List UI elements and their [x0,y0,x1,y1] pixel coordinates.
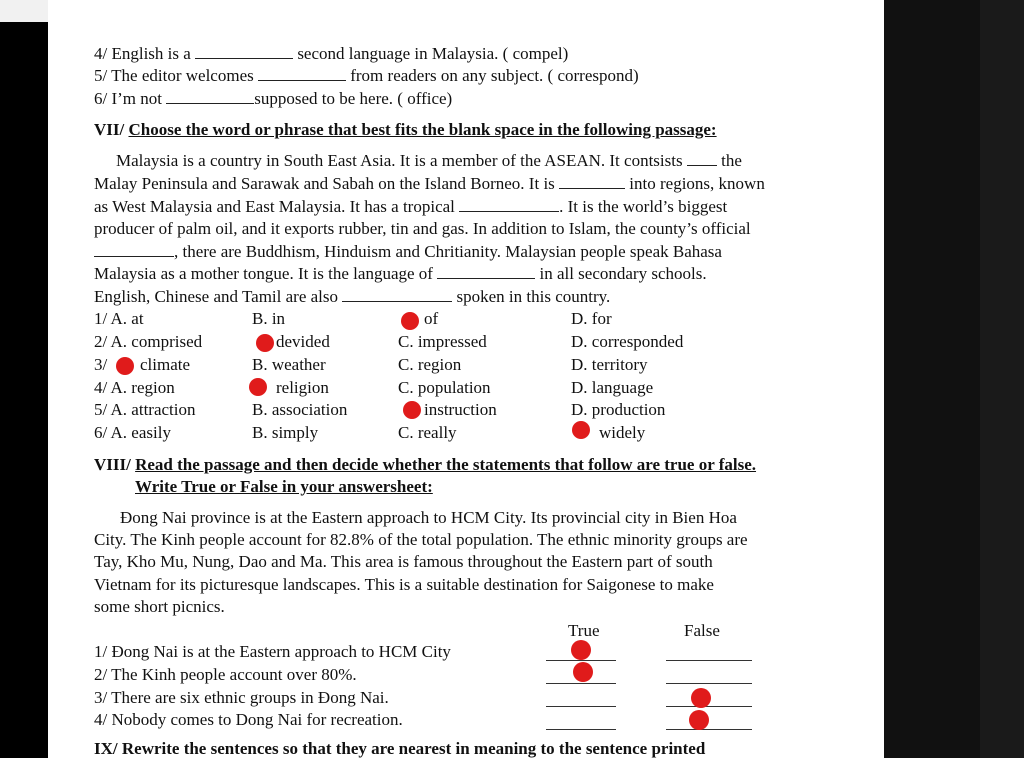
passage-7-line-4 [94,218,751,240]
option-5-a: 5/ A. attraction [94,400,196,419]
line-text: into regions, known [625,174,765,193]
option-6-d: widely [599,423,646,442]
option-2-c: C. impressed [398,332,487,351]
line-text: . It is the world’s biggest [559,197,728,216]
blank [94,242,174,257]
section-title: Read the passage and then decide whether the statements that follow are true or false. [135,455,757,474]
line-text: from readers on any subject. ( correspond) [345,66,639,85]
option-5-d: D. production [571,400,666,419]
blank [166,89,254,104]
blank [195,44,293,59]
option-2-d: D. corresponded [571,332,684,351]
answer-mark [403,401,421,419]
statement-4: 4/ Nobody comes to Dong Nai for recreation. [94,710,403,729]
false-column-label: False [684,621,720,640]
line-text: Malaysia is a country in South East Asia. It is a member of the ASEAN. It contsists [116,151,687,170]
exercise-line-6 [94,88,452,110]
passage-8-line-3: Tay, Kho Mu, Nung, Dao and Ma. This area is famous throughout the Eastern part of south [94,552,713,571]
option-6-c: C. really [398,423,457,442]
line-text: Malaysia as a mother tongue. It is the language of [94,264,438,283]
answer-mark-true-2 [573,662,593,682]
blank [437,264,535,279]
option-3-c: C. region [398,355,462,374]
passage-8-line-2: City. The Kinh people account for 82.8% of the total population. The ethnic minority groups are [94,530,748,549]
line-text: 5/ The editor welcomes [94,66,258,85]
false-answer-line-2 [666,683,752,684]
line-text: second language in Malaysia. ( compel) [293,44,569,63]
option-4-a: 4/ A. region [94,378,175,397]
false-answer-line-4 [666,729,752,730]
answer-mark [256,334,274,352]
passage-7-line-5 [94,241,722,263]
answer-mark [116,357,134,375]
line-text: as West Malaysia and East Malaysia. It has a tropical [94,197,460,216]
passage-7-line-3 [94,196,727,218]
answer-mark-false-4 [689,710,709,730]
statement-3: 3/ There are six ethnic groups in Đong Nai. [94,688,389,707]
line-text: spoken in this country. [452,287,611,306]
section-number: VII/ [94,120,129,139]
line-text: producer of palm oil, and it exports rubber, tin and gas. In addition to Islam, the county’s official [94,219,751,238]
blank [342,287,452,302]
line-text: 4/ English is a [94,44,196,63]
section-8-heading [94,454,756,476]
option-1-d: D. for [571,309,612,328]
option-1-b: B. in [252,309,286,328]
blank [459,197,559,212]
line-text: English, Chinese and Tamil are also [94,287,343,306]
option-3-d: D. territory [571,355,648,374]
option-3-label: 3/ [94,355,108,374]
passage-8-line-5: some short picnics. [94,597,225,616]
line-text: , there are Buddhism, Hinduism and Chritianity. Malaysian people speak Bahasa [174,242,722,261]
option-6-a: 6/ A. easily [94,423,171,442]
worksheet-page [48,0,884,758]
true-answer-line-4 [546,729,616,730]
option-4-d: D. language [571,378,654,397]
exercise-line-5 [94,65,639,87]
answer-mark [401,312,419,330]
option-3-b: B. weather [252,355,326,374]
option-2-a: 2/ A. comprised [94,332,203,351]
passage-8-line-1: Đong Nai province is at the Eastern approach to HCM City. Its provincial city in Bien Hoa [120,508,737,527]
statement-2: 2/ The Kinh people account over 80%. [94,665,357,684]
option-5-c: instruction [424,400,497,419]
passage-7-line-2 [94,173,765,195]
exercise-line-4 [94,43,568,65]
true-column-label: True [568,621,600,640]
passage-7-line-7 [94,286,610,308]
answer-mark-true-1 [571,640,591,660]
blank [258,66,346,81]
section-7-heading [94,119,717,141]
section-number: VIII/ [94,455,136,474]
blank [687,151,717,166]
option-5-b: B. association [252,400,348,419]
passage-7-line-6 [94,263,707,285]
false-answer-line-3 [666,706,752,707]
line-text: the [716,151,742,170]
viewer-right-panel [884,0,980,758]
option-3-a: climate [140,355,191,374]
answer-mark [249,378,267,396]
line-text: supposed to be here. ( office) [254,89,453,108]
option-4-c: C. population [398,378,491,397]
passage-7-line-1 [116,150,742,172]
line-text: Malay Peninsula and Sarawak and Sabah on the Island Borneo. It is [94,174,560,193]
false-answer-line-1 [666,660,752,661]
viewer-edge [980,0,1024,758]
blank [559,174,625,189]
answer-mark [572,421,590,439]
line-text: in all secondary schools. [535,264,707,283]
line-text: 6/ I’m not [94,89,167,108]
passage-8-line-4: Vietnam for its picturesque landscapes. This is a suitable destination for Saigonese to make [94,575,714,594]
option-4-b: religion [276,378,329,397]
true-answer-line-3 [546,706,616,707]
true-answer-line-2 [546,683,616,684]
true-answer-line-1 [546,660,616,661]
option-1-a: 1/ A. at [94,309,144,328]
option-1-c: of [424,309,439,328]
answer-mark-false-3 [691,688,711,708]
section-title: Write True or False in your answersheet: [135,477,433,496]
section-8-subheading [135,476,433,498]
section-9-heading: IX/ Rewrite the sentences so that they are nearest in meaning to the sentence printed [94,739,706,758]
statement-1: 1/ Đong Nai is at the Eastern approach to HCM City [94,642,451,661]
option-6-b: B. simply [252,423,319,442]
section-title: Choose the word or phrase that best fits the blank space in the following passage: [128,120,717,139]
option-2-b: devided [276,332,330,351]
